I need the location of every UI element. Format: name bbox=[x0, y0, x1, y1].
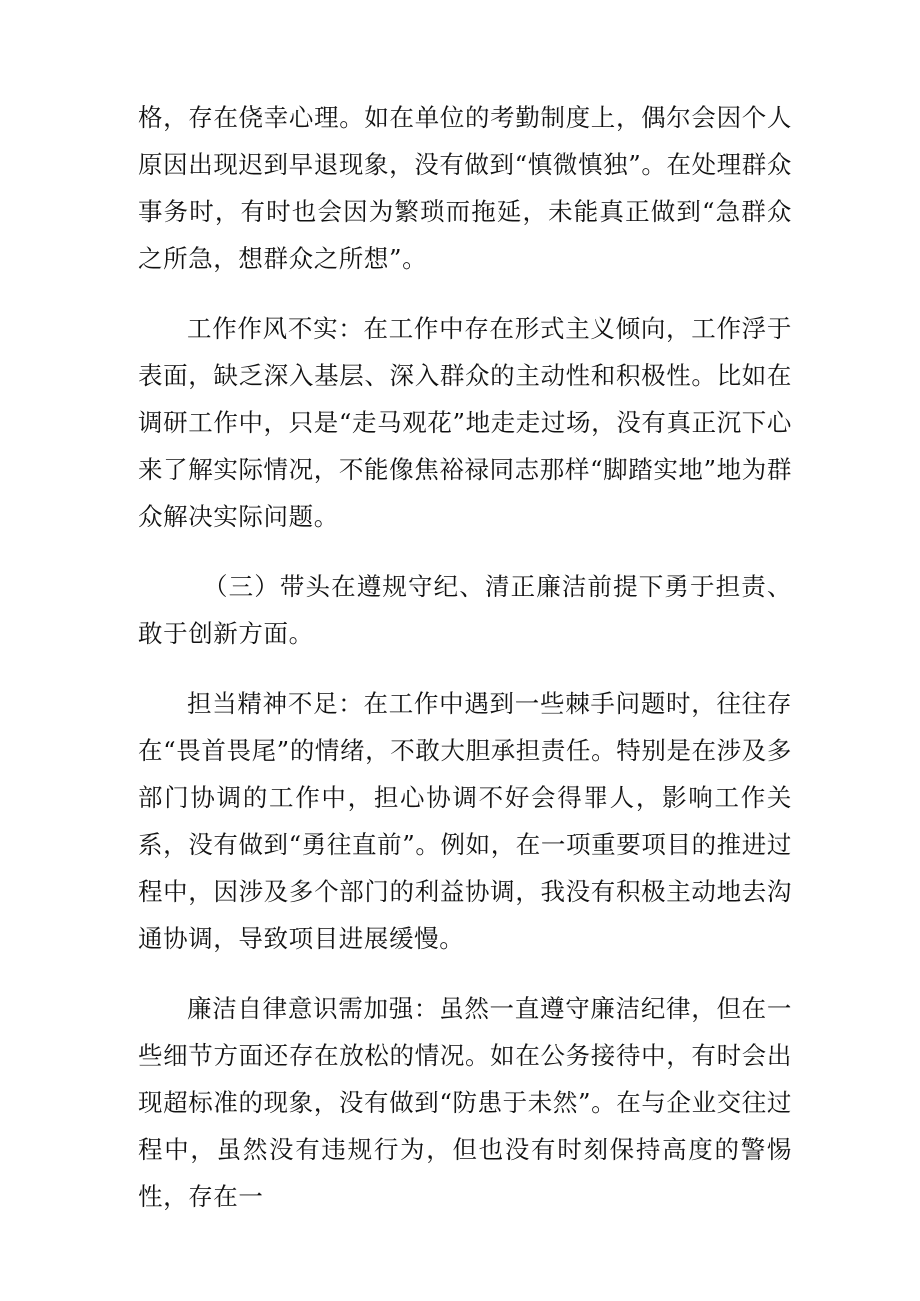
paragraph-responsibility: 担当精神不足：在工作中遇到一些棘手问题时，往往存在“畏首畏尾”的情绪，不敢大胆承担责任。特别是在涉及多部门协调的工作中，担心协调不好会得罪人，影响工作关系，没有做到“勇往直前”。例如，在一项重要项目的推进过程中，因涉及多个部门的利益协调，我没有积极主动地去沟通协调，导致项目进展缓慢。 bbox=[138, 689, 792, 953]
paragraph-integrity: 廉洁自律意识需加强：虽然一直遵守廉洁纪律，但在一些细节方面还存在放松的情况。如在公务接待中，有时会出现超标准的现象，没有做到“防患于未然”。在与企业交往过程中，虽然没有违规行为，但也没有时刻保持高度的警惕性，存在一 bbox=[138, 994, 792, 1211]
paragraph-work-style: 工作作风不实：在工作中存在形式主义倾向，工作浮于表面，缺乏深入基层、深入群众的主动性和积极性。比如在调研工作中，只是“走马观花”地走走过场，没有真正沉下心来了解实际情况，不能像焦裕禄同志那样“脚踏实地”地为群众解决实际问题。 bbox=[138, 314, 792, 531]
document-body bbox=[138, 94, 792, 1220]
paragraph-continuation: 格，存在侥幸心理。如在单位的考勤制度上，偶尔会因个人原因出现迟到早退现象，没有做到“慎微慎独”。在处理群众事务时，有时也会因为繁琐而拖延，未能真正做到“急群众之所急，想群众之所想”。 bbox=[138, 103, 792, 273]
section-heading-three: （三）带头在遵规守纪、清正廉洁前提下勇于担责、敢于创新方面。 bbox=[138, 572, 792, 648]
